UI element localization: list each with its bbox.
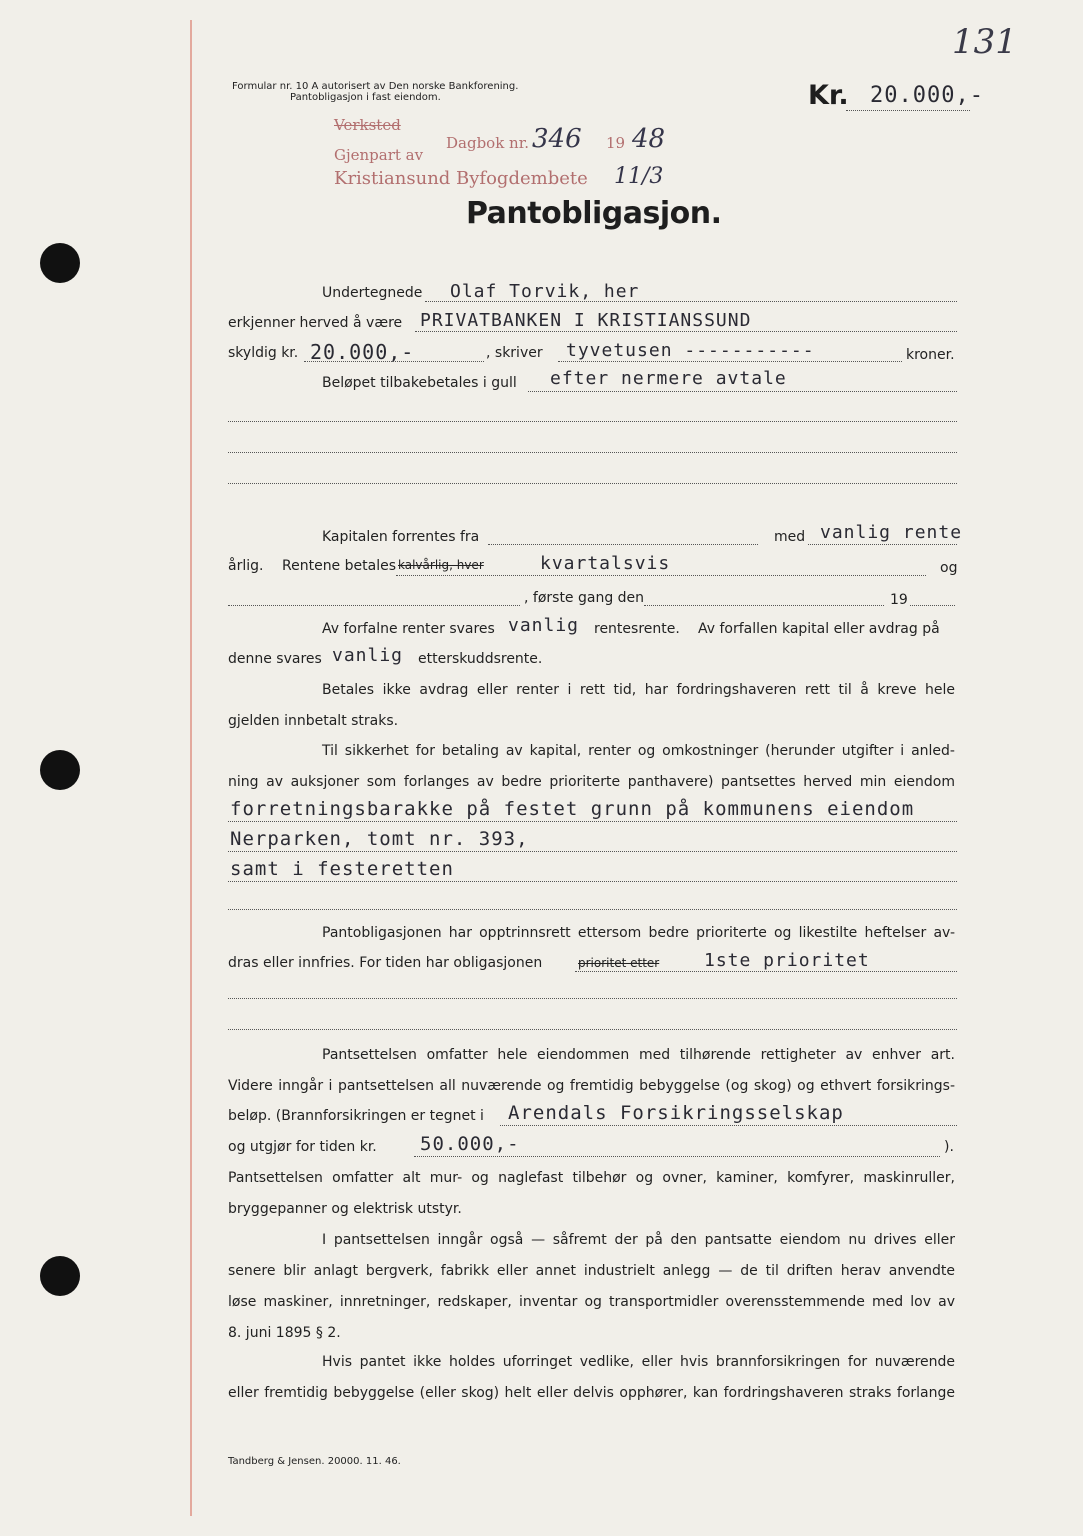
field-line — [488, 544, 758, 545]
form-note-line1: Formular nr. 10 A autorisert av Den norske Bankforening. — [232, 81, 519, 92]
blank-line — [228, 452, 957, 453]
skriver-value: tyvetusen ----------- — [566, 340, 815, 361]
kroner-label: kroner. — [906, 347, 955, 363]
undertegnede-label: Undertegnede — [322, 285, 423, 301]
text-line: Betales ikke avdrag eller renter i rett tid, har fordringshaveren rett til å kreve hele — [322, 682, 955, 698]
stamp-date: 11/3 — [614, 164, 664, 189]
betales-value: kvartalsvis — [540, 553, 671, 574]
blank-line — [228, 421, 957, 422]
paragraph-industry — [228, 1225, 955, 1349]
field-line — [228, 881, 957, 882]
paragraph-priority — [228, 918, 955, 949]
text-line: Videre inngår i pantsettelsen all nuværende og fremtidig bebyggelse (og skog) og ethvert forsikrings- — [228, 1078, 955, 1094]
punch-hole — [40, 243, 80, 283]
field-line — [500, 1125, 957, 1126]
field-line — [575, 971, 957, 972]
text-line: 8. juni 1895 § 2. — [228, 1325, 341, 1341]
field-line — [558, 361, 902, 362]
amount-value: 20.000,- — [870, 83, 984, 108]
text-line: ning av auksjoner som forlanges av bedre prioriterte panthavere) pantsettes herved min eiendom — [228, 774, 955, 790]
stamp-dagbok-label: Dagbok nr. — [446, 134, 530, 152]
renten-label: Rentene betales — [282, 558, 396, 574]
blank-line — [228, 998, 957, 999]
insurance-amount-label: og utgjør for tiden kr. — [228, 1139, 377, 1155]
forfallen-text: Av forfallen kapital eller avdrag på — [698, 621, 940, 637]
stamp-year-prefix: 19 — [606, 134, 626, 152]
paragraph-insurance — [228, 1040, 955, 1102]
struck-frequency: kalvårlig, hver — [398, 558, 484, 572]
denne-label: denne svares — [228, 651, 322, 667]
arlig-label: årlig. — [228, 558, 264, 574]
erkjenner-value: PRIVATBANKEN I KRISTIANSSUND — [420, 310, 752, 331]
belopet-label: Beløpet tilbakebetales i gull — [322, 375, 517, 391]
text-line: Til sikkerhet for betaling av kapital, renter og omkostninger (herunder utgifter i anled- — [322, 743, 955, 759]
field-line — [808, 544, 957, 545]
field-line — [396, 575, 926, 576]
priority-label: dras eller innfries. For tiden har obligasjonen — [228, 955, 543, 971]
field-line — [228, 909, 957, 910]
punch-hole — [40, 750, 80, 790]
punch-hole — [40, 1256, 80, 1296]
stamp-gjenpart: Gjenpart av — [334, 146, 424, 164]
priority-value: 1ste prioritet — [704, 950, 870, 971]
field-line — [644, 605, 884, 606]
property-line: Nerparken, tomt nr. 393, — [230, 828, 529, 850]
skyldig-value: 20.000,- — [310, 340, 415, 364]
erkjenner-label: erkjenner herved å være — [228, 315, 403, 331]
etterskudd-label: etterskuddsrente. — [418, 651, 543, 667]
med-label: med — [774, 529, 806, 545]
rente-value: vanlig rente — [820, 522, 963, 543]
year-label: 19 — [890, 592, 908, 608]
paragraph-fixtures — [228, 1163, 955, 1225]
field-line — [415, 331, 957, 332]
text-line: Pantobligasjonen har opptrinnsrett ettersom bedre prioriterte og likestilte heftelser av- — [322, 925, 955, 941]
priority-struck: prioritet etter — [578, 956, 660, 970]
field-line — [425, 301, 957, 302]
insurance-line-end: ). — [944, 1139, 954, 1155]
field-line — [528, 391, 957, 392]
amount-line — [846, 110, 970, 111]
field-line — [910, 605, 955, 606]
insurance-company: Arendals Forsikringsselskap — [508, 1102, 844, 1124]
stamp-struck-word: Verksted — [334, 116, 401, 134]
property-line: samt i festeretten — [230, 858, 454, 880]
paragraph-default — [228, 675, 955, 737]
printer-line: Tandberg & Jensen. 20000. 11. 46. — [228, 1456, 401, 1467]
insurance-amount: 50.000,- — [420, 1133, 520, 1155]
text-line: I pantsettelsen inngår også — såfremt der på den pantsatte eiendom nu drives eller — [322, 1232, 955, 1248]
field-line — [228, 821, 957, 822]
text-line: senere blir anlagt bergverk, fabrikk eller annet industrielt anlegg — de til driften herav anvendte — [228, 1263, 955, 1279]
blank-line — [228, 483, 957, 484]
forfalne-value: vanlig — [508, 615, 580, 636]
og-label: og — [940, 560, 958, 576]
field-line — [228, 605, 520, 606]
page-number: 131 — [952, 22, 1017, 62]
document-title: Pantobligasjon. — [466, 196, 722, 231]
skyldig-label: skyldig kr. — [228, 345, 299, 361]
text-line: løse maskiner, innretninger, redskaper, inventar og transportmidler overensstemmende med lov av — [228, 1294, 955, 1310]
rentesrente-label: rentesrente. — [594, 621, 680, 637]
field-line — [228, 851, 957, 852]
belopet-value: efter nermere avtale — [550, 368, 787, 389]
stamp-year-suffix: 48 — [632, 124, 666, 154]
text-line: Pantsettelsen omfatter hele eiendommen med tilhørende rettigheter av enhver art. — [322, 1047, 955, 1063]
property-line: forretningsbarakke på festet grunn på kommunens eiendom — [230, 798, 915, 820]
field-line — [414, 1156, 940, 1157]
forste-label: , første gang den — [524, 590, 645, 606]
text-line: gjelden innbetalt straks. — [228, 713, 399, 729]
kapitalen-label: Kapitalen forrentes fra — [322, 529, 480, 545]
form-note-line2: Pantobligasjon i fast eiendom. — [290, 92, 441, 103]
stamp-dagbok-number: 346 — [532, 124, 582, 154]
text-line: bryggepanner og elektrisk utstyr. — [228, 1201, 462, 1217]
blank-line — [228, 1029, 957, 1030]
skriver-label: , skriver — [486, 345, 543, 361]
margin-rule — [190, 20, 192, 1516]
denne-value: vanlig — [332, 645, 404, 666]
text-line: Hvis pantet ikke holdes uforringet vedlike, eller hvis brannforsikringen for nuværende — [322, 1354, 955, 1370]
stamp-office: Kristiansund Byfogdembete — [334, 168, 588, 189]
forfalne-label: Av forfalne renter svares — [322, 621, 495, 637]
paragraph-security — [228, 736, 955, 798]
insurance-label: beløp. (Brannforsikringen er tegnet i — [228, 1108, 484, 1124]
field-line — [304, 361, 484, 362]
amount-label: Kr. — [808, 80, 849, 111]
text-line: eller fremtidig bebyggelse (eller skog) helt eller delvis opphører, kan fordringshaveren straks forlange — [228, 1385, 955, 1401]
text-line: Pantsettelsen omfatter alt mur- og naglefast tilbehør og ovner, kaminer, komfyrer, maskinruller, — [228, 1170, 955, 1186]
undertegnede-value: Olaf Torvik, her — [450, 281, 640, 302]
paragraph-maintenance — [228, 1347, 955, 1409]
